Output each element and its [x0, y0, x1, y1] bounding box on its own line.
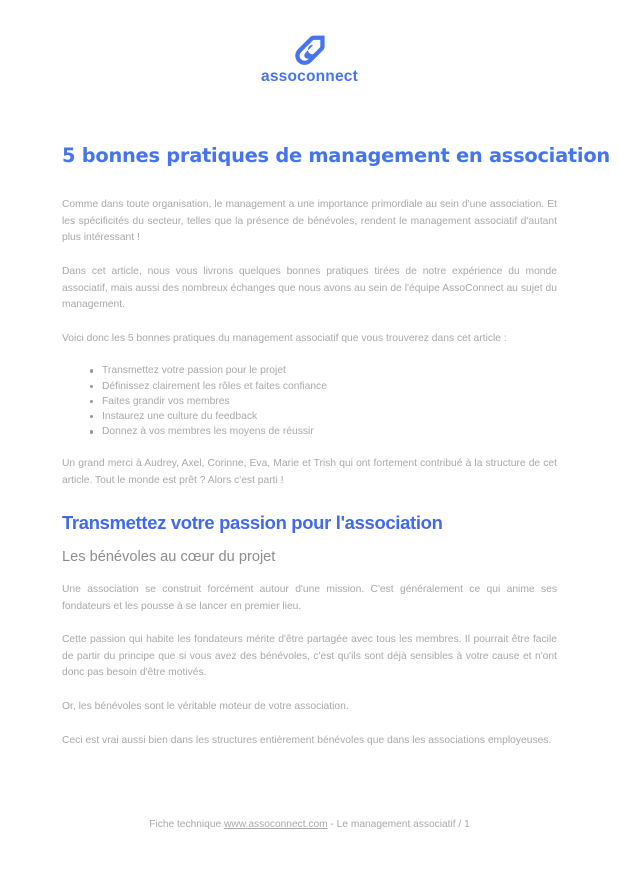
- section-paragraph-1: Une association se construit forcément autour d'une mission. C'est généralement ce qui anime ses fondateurs et les pousse à se lancer en premier lieu.: [62, 583, 557, 612]
- footer-suffix: - Le management associatif / 1: [327, 819, 470, 830]
- assoconnect-drop-logo-icon: [293, 34, 327, 66]
- document-content: [62, 144, 610, 766]
- brand-logo: [0, 34, 619, 85]
- page-footer: [0, 819, 619, 830]
- footer-website-link[interactable]: www.assoconnect.com: [224, 819, 328, 830]
- intro-paragraph-1: Comme dans toute organisation, le management a une importance primordiale au sein d'une association. Et les spécificités du secteur, telles que la présence de bénévoles, rendent le management associatif d'autant plus intéressant !: [62, 199, 557, 244]
- list-item: Faites grandir vos membres: [102, 394, 557, 409]
- practices-list: [62, 363, 557, 439]
- list-item: Transmettez votre passion pour le projet: [102, 363, 557, 378]
- list-item: Donnez à vos membres les moyens de réussir: [102, 424, 557, 439]
- section-heading: Transmettez votre passion pour l'association: [62, 511, 443, 533]
- section-paragraph-2: Cette passion qui habite les fondateurs mérite d'être partagée avec tous les membres. Il pourrait être facile de partir du principe que si vous avez des bénévoles, c'est qu'ils sont déjà sensibles à votre cause et n'ont donc pas besoin d'être motivés.: [62, 634, 557, 679]
- page-title: 5 bonnes pratiques de management en association: [62, 144, 610, 167]
- section-subheading: Les bénévoles au cœur du projet: [62, 548, 276, 565]
- thanks-paragraph: Un grand merci à Audrey, Axel, Corinne, Eva, Marie et Trish qui ont fortement contribué à la structure de cet article. Tout le monde est prêt ? Alors c'est parti !: [62, 458, 557, 487]
- list-item: Instaurez une culture du feedback: [102, 409, 557, 424]
- list-item: Définissez clairement les rôles et faites confiance: [102, 379, 557, 394]
- section-paragraph-3: Or, les bénévoles sont le véritable moteur de votre association.: [62, 700, 349, 712]
- footer-prefix: Fiche technique: [149, 819, 224, 830]
- brand-wordmark: assoconnect: [261, 68, 358, 85]
- intro-paragraph-2: Dans cet article, nous vous livrons quelques bonnes pratiques tirées de notre expérience du monde associatif, mais aussi des nombreux échanges que nous avons au sein de l'équipe AssoConnect au sujet du management.: [62, 266, 557, 311]
- section-paragraph-4: Ceci est vrai aussi bien dans les structures entièrement bénévoles que dans les associations employeuses.: [62, 734, 552, 746]
- intro-paragraph-3: Voici donc les 5 bonnes pratiques du management associatif que vous trouverez dans cet article :: [62, 332, 507, 344]
